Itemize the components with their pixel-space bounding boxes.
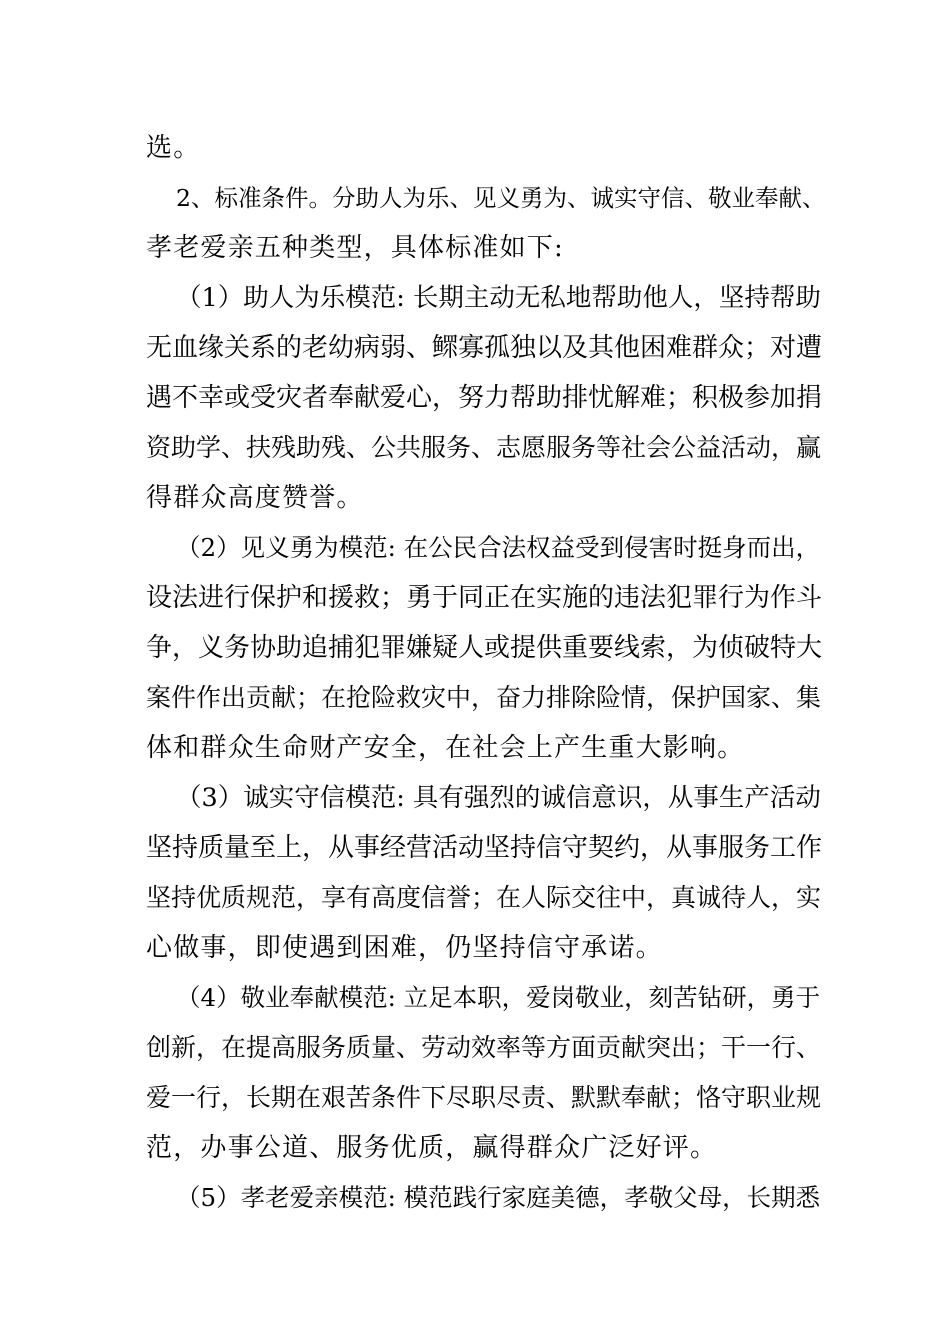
text-line: 无血缘关系的老幼病弱、鳏寡孤独以及其他困难群众；对遭 xyxy=(146,333,823,363)
text-line: 心做事，即使遇到困难，仍坚持信守承诺。 xyxy=(146,933,663,963)
text-line: 2、标准条件。分助人为乐、见义勇为、诚实守信、敬业奉献、 xyxy=(176,184,826,212)
text-line: 得群众高度赞誉。 xyxy=(146,483,364,513)
text-line: 范，办事公道、服务优质，赢得群众广泛好评。 xyxy=(146,1133,718,1163)
text-line: 坚持质量至上，从事经营活动坚持信守契约，从事服务工作 xyxy=(146,833,823,863)
text-line: 坚持优质规范，享有高度信誉；在人际交往中，真诚待人，实 xyxy=(146,883,822,912)
text-line: 爱一行，长期在艰苦条件下尽职尽责、默默奉献；恪守职业规 xyxy=(146,1083,822,1112)
text-line: 设法进行保护和援救；勇于同正在实施的违法犯罪行为作斗 xyxy=(146,583,823,613)
text-line: （1）助人为乐模范: 长期主动无私地帮助他人，坚持帮助 xyxy=(176,283,821,313)
text-line: 创新，在提高服务质量、劳动效率等方面贡献突出；干一行、 xyxy=(146,1033,822,1062)
text-line: 遇不幸或受灾者奉献爱心，努力帮助排忧解难；积极参加捐 xyxy=(146,383,823,413)
text-line: 选。 xyxy=(146,133,201,163)
text-line: 资助学、扶残助残、公共服务、志愿服务等社会公益活动，赢 xyxy=(146,433,822,462)
text-line: （3）诚实守信模范: 具有强烈的诚信意识，从事生产活动 xyxy=(176,783,821,813)
text-line: 案件作出贡献；在抢险救灾中，奋力排除险情，保护国家、集 xyxy=(146,683,822,712)
text-line: （5）孝老爱亲模范: 模范践行家庭美德，孝敬父母，长期悉 xyxy=(176,1183,821,1212)
text-line: （2）见义勇为模范: 在公民合法权益受到侵害时挺身而出， xyxy=(176,533,821,562)
text-line: 争，义务协助追捕犯罪嫌疑人或提供重要线索，为侦破特大 xyxy=(146,633,823,663)
text-line: （4）敬业奉献模范: 立足本职，爱岗敬业，刻苦钻研，勇于 xyxy=(176,983,821,1012)
text-line: 体和群众生命财产安全，在社会上产生重大影响。 xyxy=(146,733,745,763)
text-line: 孝老爱亲五种类型，具体标准如下: xyxy=(146,233,564,263)
